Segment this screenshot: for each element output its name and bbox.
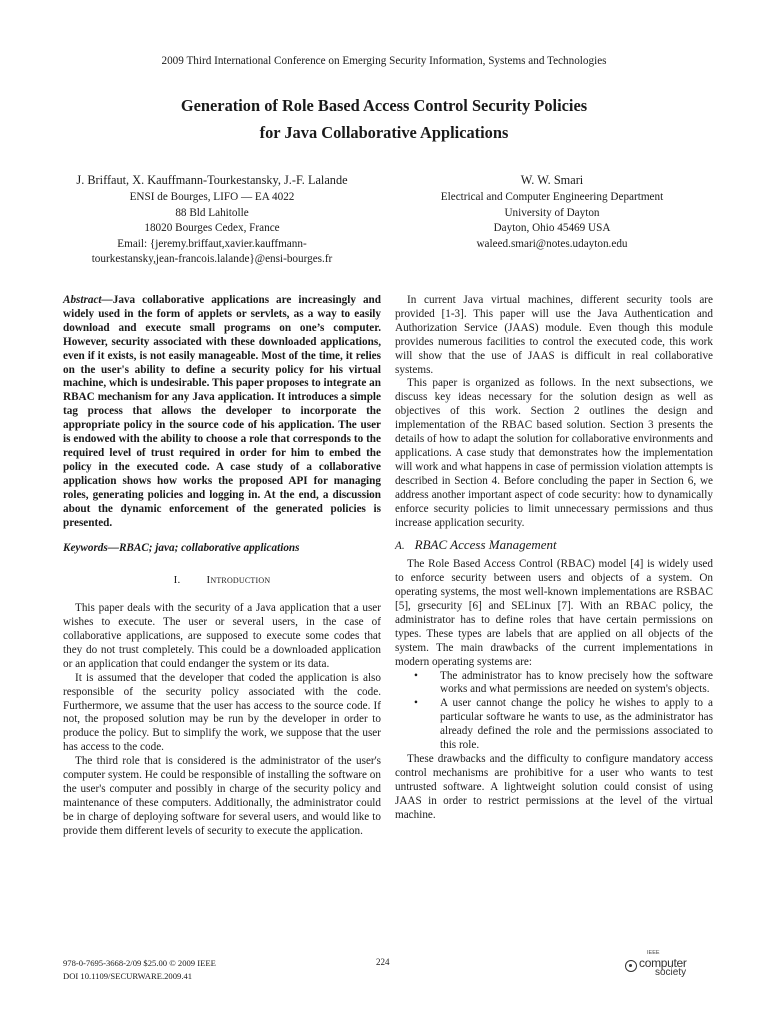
section-title: Introduction [206,574,271,587]
footer-isbn: 978-0-7695-3668-2/09 $25.00 © 2009 IEEE [63,958,216,968]
body-paragraph: The Role Based Access Control (RBAC) model [4] is widely used to enforce security between users and objects of a system. On operating systems, the most well-known implementations are RSBAC [5], grsecurity [6] and SELinux [7]. With an RBAC policy, the administrator has to define roles that have certain permissions on types. These types are labels that are applied on all objects of the system. The main drawbacks of the current implementations in modern operating systems are: [395,558,713,668]
logo-ieee: IEEE [647,950,660,956]
logo-computer: computer [639,956,687,970]
bullet-glyph: • [414,669,418,682]
subsection-heading [395,538,713,554]
section-heading [63,574,381,588]
title-line-1: Generation of Role Based Access Control Security Policies [180,96,588,115]
right-column [395,294,713,823]
subsection-number: A. [395,540,405,553]
affiliation-line: 18020 Bourges Cedex, France [144,222,280,235]
affiliation-line: 88 Bld Lahitolle [175,206,249,219]
author-block-left [52,172,372,268]
affiliation-email: waleed.smari@notes.udayton.edu [476,237,628,250]
abstract-lead: Abstract— [63,294,113,306]
intro-paragraph: The third role that is considered is the administrator of the user's computer system. He could be responsible of installing the software on the user's computer and possibly in charge of the security policy and maintenance of these computers. Additionally, the administrator could be in charge of deploying software for several users, and would like to provide them different levels of security to execute the application. [63,755,381,837]
subsection-title: RBAC Access Management [414,537,557,553]
affiliation-email: tourkestansky,jean-francois.lalande}@ensi-bourges.fr [91,253,333,266]
logo-society: society [655,967,687,978]
affiliation-line: Dayton, Ohio 45469 USA [493,222,611,235]
affiliation-left [52,190,372,268]
abstract-text: Java collaborative applications are increasingly and widely used in the form of applets or servlets, as a way to easily download and execute small programs on one’s computer. However, security associated with these downloaded applications, even if it exists, is not easily manageable. Most of the time, it relies on the user's ability to define a security policy for his virtual machine, which is undesirable. This paper proposes to integrate an RBAC mechanism for any Java application. It introduces a simple tag process that allows the developer to incorporate the appropriate policy in the source code of his application. The user is endowed with the ability to choose a role that corresponds to the required level of trust required in order for him to embed the policy in the executed code. A case study of a collaborative application shows how works the proposed API for managing roles, generating policies and logging in. At the end, a discussion about the dynamic enforcement of the generated policies is presented. [63,294,381,529]
author-names-right: W. W. Smari [520,173,584,187]
affiliation-line: University of Dayton [504,206,600,219]
list-item-text: A user cannot change the policy he wishes to apply to a particular software he wants to use, as the administrator has already defined the role and the permissions associated to this role. [440,697,713,752]
footer-copyright [63,957,216,983]
ieee-computer-society-logo [625,950,705,982]
abstract [63,294,381,530]
intro-paragraph: This paper deals with the security of a Java application that a user wishes to execute. The user or several users, in the case of collaborative applications, are supposed to execute some codes that they do not trust completely. This could be a downloaded application or an application that could endanger the system or its data. [63,602,381,670]
page-number: 224 [376,957,390,967]
footer-doi: DOI 10.1109/SECURWARE.2009.41 [63,971,193,981]
logo-emblem-icon [625,960,637,972]
affiliation-email: Email: {jeremy.briffaut,xavier.kauffmann- [117,237,307,250]
left-column [63,294,381,839]
affiliation-line: Electrical and Computer Engineering Department [440,191,664,203]
list-item [414,697,713,753]
bullet-glyph: • [414,697,418,710]
title-line-2: for Java Collaborative Applications [259,123,509,142]
intro-paragraph: It is assumed that the developer that coded the application is also responsible of the security policy associated with the code. Furthermore, we assume that the user has access to the source code. If not, the proposed solution may be run by the developer in order to produce the policy. But to simplify the work, we suppose that the user has access to the code. [63,671,381,754]
body-paragraph: In current Java virtual machines, different security tools are provided [1-3]. This paper will use the Java Authentication and Authorization Service (JAAS) module. Even though this module provides numerous facilities to control the executed code, this work will show that the use of JAAS is difficult in real collaborative systems. [395,294,713,376]
drawbacks-list [395,670,713,753]
author-names-left: J. Briffaut, X. Kauffmann-Tourkestansky, J.-F. Lalande [76,173,348,187]
affiliation-line: ENSI de Bourges, LIFO — EA 4022 [129,191,295,203]
author-block-right [392,172,712,252]
conference-header: 2009 Third International Conference on Emerging Security Information, Systems and Technologies [161,55,607,67]
paper-title [0,92,768,146]
affiliation-right [392,190,712,252]
body-paragraph: These drawbacks and the difficulty to configure mandatory access control mechanisms are prohibitive for a user who wants to test untrusted software. A lightweight solution could consist of using JAAS in order to restrict permissions at the level of the virtual machine. [395,753,713,821]
section-number: I. [173,574,181,587]
keywords: Keywords—RBAC; java; collaborative applications [63,542,300,555]
list-item-text: The administrator has to know precisely how the software works and what permissions are needed on system's objects. [440,669,713,696]
body-paragraph: This paper is organized as follows. In the next subsections, we discuss key ideas necessary for the solution design as well as objectives of this work. Section 2 outlines the design and implementation of the RBAC based solution. Section 3 presents the details of how to adapt the solution for collaborative environments and applications. A case study that demonstrates how the implementation will work and what happens in case of permission violation attempts is described in Section 4. Before concluding the paper in Section 6, we address another important aspect of code security: how to dynamically enforce security policies to limit unnecessary permissions and thus increase application security. [395,377,713,529]
list-item [414,669,713,698]
